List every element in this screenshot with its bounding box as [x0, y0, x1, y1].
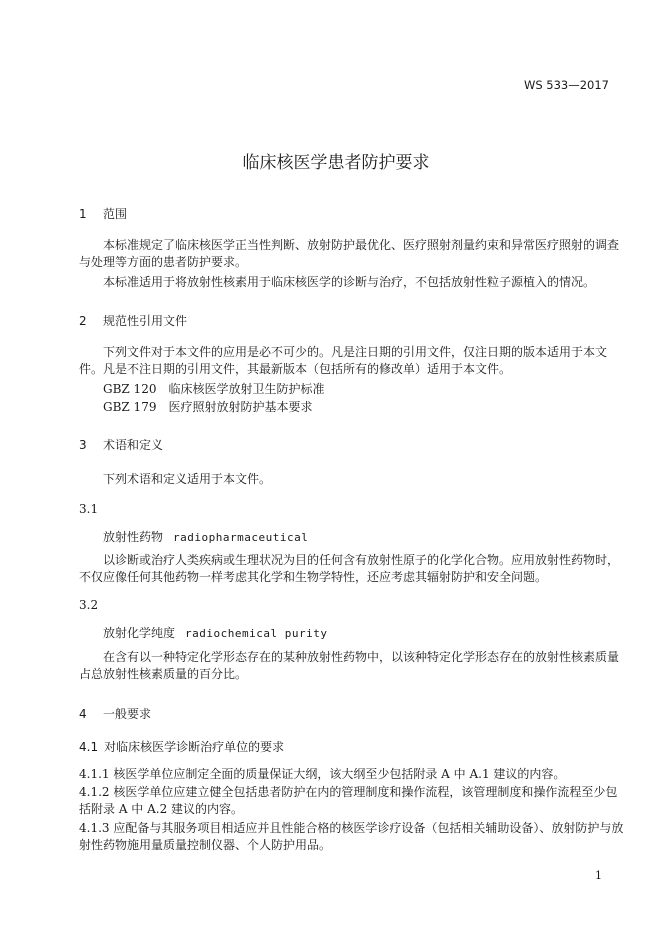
section-1-number: 1: [79, 207, 87, 221]
term-heading: [103, 624, 327, 641]
reference-item: GBZ 179 医疗照射放射防护基本要求: [103, 400, 313, 414]
term-en: radiopharmaceutical: [173, 531, 309, 544]
clause-4-1-2: 4.1.2 核医学单位应建立健全包括患者防护在内的管理制度和操作流程，该管理制度和操作流程至少包括附录 A 中 A.2 建议的内容。: [79, 785, 618, 816]
section-3-number: 3: [79, 438, 87, 452]
section-1-paragraph-1: 本标准规定了临床核医学正当性判断、放射防护最优化、医疗照射剂量约束和异常医疗照射的调查与处理等方面的患者防护要求。: [79, 238, 620, 269]
clause-4-1-3: 4.1.3 应配备与其服务项目相适应并且性能合格的核医学诊疗设备（包括相关辅助设备）、放射防护与放射性药物施用量质量控制仪器、个人防护用品。: [79, 821, 624, 852]
section-4-title: 一般要求: [103, 707, 152, 721]
section-1-paragraph-2: 本标准适用于将放射性核素用于临床核医学的诊断与治疗，不包括放射性粒子源植入的情况。: [103, 275, 596, 289]
term-definition: 以诊断或治疗人类疾病或生理状况为目的任何含有放射性原子的化学化合物。应用放射性药物时，不仅应像任何其他药物一样考虑其化学和生物学特性，还应考虑其辐射防护和安全问题。: [79, 553, 620, 584]
section-3-intro: 下列术语和定义适用于本文件。: [103, 472, 272, 486]
section-4-heading: [79, 705, 151, 722]
section-2-number: 2: [79, 314, 87, 328]
clause-4-1-1: 4.1.1 核医学单位应制定全面的质量保证大纲，该大纲至少包括附录 A 中 A.1 建议的内容。: [79, 767, 566, 781]
subsection-4-1-number: 4.1: [79, 740, 99, 754]
reference-item: GBZ 120 临床核医学放射卫生防护标准: [103, 382, 325, 396]
term-zh: 放射性药物: [103, 530, 164, 544]
document-title: 临床核医学患者防护要求: [242, 153, 430, 173]
term-definition: 在含有以一种特定化学形态存在的某种放射性药物中，以该种特定化学形态存在的放射性核素质量占总放射性核素质量的百分比。: [79, 650, 620, 681]
term-en: radiochemical purity: [185, 627, 328, 640]
section-1-heading: [79, 205, 127, 222]
term-zh: 放射化学纯度: [103, 626, 176, 640]
term-number: 3.1: [79, 502, 99, 516]
page-number: 1: [595, 869, 602, 882]
section-4-number: 4: [79, 707, 87, 721]
term-heading: [103, 528, 308, 545]
standard-code: WS 533—2017: [523, 78, 609, 92]
subsection-4-1-title: 对临床核医学诊断治疗单位的要求: [104, 740, 285, 754]
term-number: 3.2: [79, 598, 99, 612]
section-3-title: 术语和定义: [103, 438, 164, 452]
section-2-title: 规范性引用文件: [103, 314, 188, 328]
section-2-paragraph-1: 下列文件对于本文件的应用是必不可少的。凡是注日期的引用文件，仅注日期的版本适用于本文件。凡是不注日期的引用文件，其最新版本（包括所有的修改单）适用于本文件。: [79, 345, 608, 376]
section-2-heading: [79, 312, 187, 329]
section-1-title: 范围: [103, 207, 128, 221]
section-3-heading: [79, 436, 163, 453]
subsection-4-1-heading: [79, 738, 284, 755]
